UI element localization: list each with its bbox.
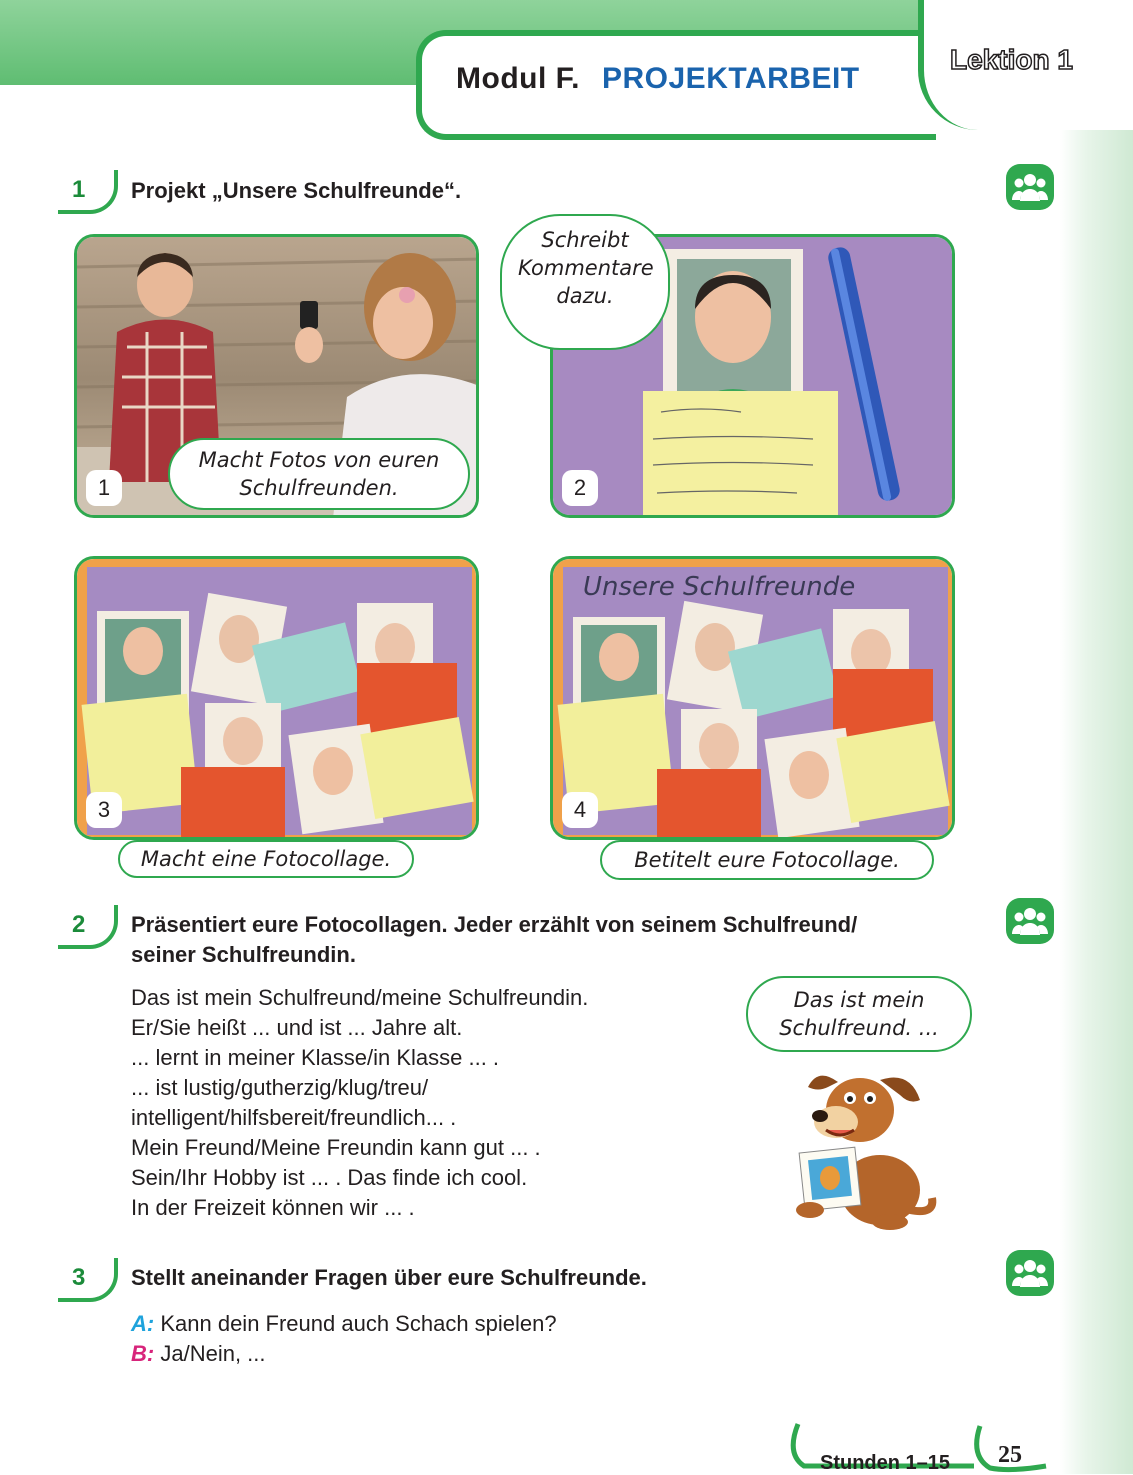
dialog-text-b: Ja/Nein, ... [160,1341,266,1366]
group-work-icon [1006,164,1054,210]
bubble-photo-3: Macht eine Fotocollage. [118,840,414,878]
text-line: intelligent/hilfsbereit/freundlich... . [131,1105,457,1130]
task2-heading-line2: seiner Schulfreundin. [131,942,356,967]
dialog-line-b [131,1339,557,1369]
speaker-b-label: B: [131,1341,155,1366]
task2-heading-line1: Präsentiert eure Fotocollagen. Jeder erzählt von seinem Schulfreund/ [131,912,858,937]
dog-illustration [790,1060,940,1230]
bubble-photo-2: Schreibt Kommentare dazu. [500,214,670,350]
collage-title-text: Unsere Schulfreunde [583,572,856,602]
photo-3 [74,556,479,840]
text-line: ... ist lustig/gutherzig/klug/treu/ [131,1075,429,1100]
text-line: ... lernt in meiner Klasse/in Klasse ... . [131,1045,500,1070]
text-line: Sein/Ihr Hobby ist ... . Das finde ich cool. [131,1165,528,1190]
page-number: 25 [998,1442,1022,1468]
bubble-dog: Das ist mein Schulfreund. ... [746,976,972,1052]
photo-number-1: 1 [86,470,122,506]
task1-heading: Projekt „Unsere Schulfreunde“. [131,178,462,203]
bubble-photo-4: Betitelt eure Fotocollage. [600,840,934,880]
text-line: Mein Freund/Meine Freundin kann gut ... . [131,1135,541,1160]
task2-heading [131,910,857,970]
bubble-photo-1: Macht Fotos von euren Schulfreunden. [168,438,470,510]
module-title: PROJEKTARBEIT [601,62,860,95]
text-line: Er/Sie heißt ... und ist ... Jahre alt. [131,1015,463,1040]
task-number-1: 1 [58,170,118,214]
lesson-label: Lektion 1 [950,44,1073,75]
speaker-a-label: A: [131,1311,155,1336]
footer-section: Stunden 1–15 [820,1452,951,1474]
task-number-3: 3 [58,1258,118,1302]
task3-dialog [131,1309,557,1369]
text-line: Das ist mein Schulfreund/meine Schulfreundin. [131,985,589,1010]
photo-number-4: 4 [562,792,598,828]
module-label: Modul F. [456,62,580,95]
group-work-icon [1006,898,1054,944]
dialog-text-a: Kann dein Freund auch Schach spielen? [160,1311,557,1336]
task3-heading: Stellt aneinander Fragen über eure Schulfreunde. [131,1265,647,1290]
group-work-icon [1006,1250,1054,1296]
dialog-line-a [131,1309,557,1339]
text-line: In der Freizeit können wir ... . [131,1195,415,1220]
page-title [456,62,860,96]
side-gradient-band [1060,130,1133,1474]
photo-4 [550,556,955,840]
photo-number-3: 3 [86,792,122,828]
task2-text-block [131,983,588,1223]
task-number-2: 2 [58,905,118,949]
photo-number-2: 2 [562,470,598,506]
